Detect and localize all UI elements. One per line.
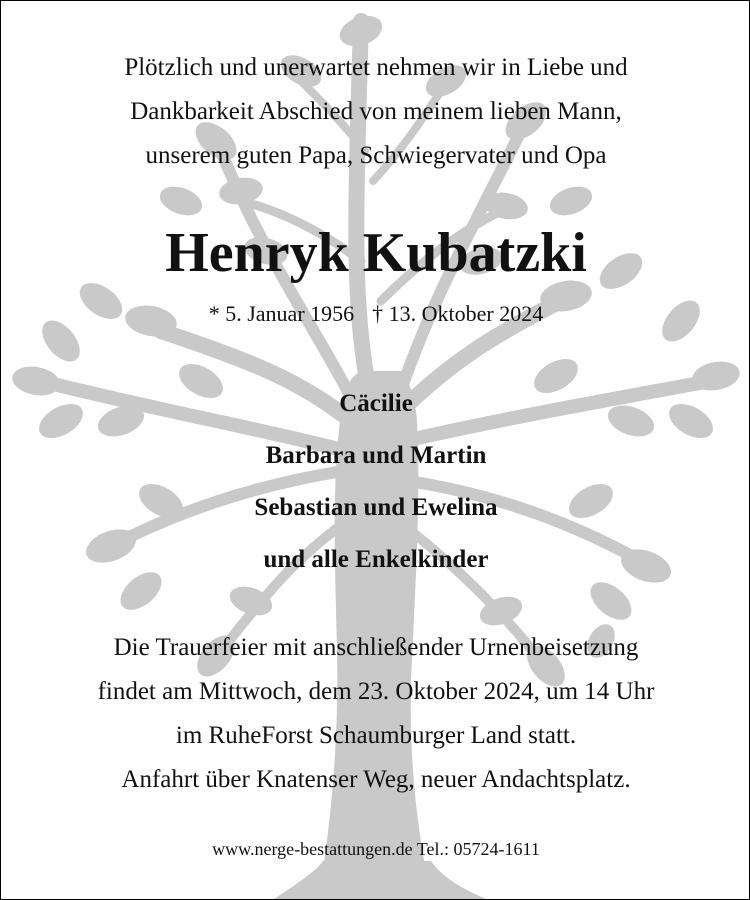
intro-line: Plötzlich und unerwartet nehmen wir in Liebe und — [124, 54, 628, 81]
birth-date: * 5. Januar 1956 — [208, 301, 355, 326]
ceremony-line: im RuheForst Schaumburger Land statt. — [175, 722, 577, 749]
footer-phone: Tel.: 05724-1611 — [416, 839, 540, 859]
footer-website: www.nerge-bestattungen.de — [212, 839, 413, 859]
intro-line: Dankbarkeit Abschied von meinem lieben Mann, — [130, 98, 622, 125]
death-date: † 13. Oktober 2024 — [372, 301, 544, 326]
mourner-line: Sebastian und Ewelina — [254, 494, 498, 521]
footer-contact — [1, 838, 750, 860]
ceremony-line: Anfahrt über Knatenser Weg, neuer Andachtsplatz. — [121, 766, 631, 793]
intro-line: unserem guten Papa, Schwiegervater und Opa — [145, 142, 607, 169]
life-dates — [1, 301, 750, 327]
mourner-line: Cäcilie — [339, 390, 413, 417]
mourner-line: und alle Enkelkinder — [263, 546, 489, 573]
notice-content — [1, 1, 750, 900]
ceremony-line: findet am Mittwoch, dem 23. Oktober 2024, um 14 Uhr — [97, 678, 655, 705]
mourner-line: Barbara und Martin — [265, 442, 487, 469]
deceased-name: Henryk Kubatzki — [165, 222, 587, 284]
ceremony-line: Die Trauerfeier mit anschließender Urnenbeisetzung — [113, 634, 639, 661]
